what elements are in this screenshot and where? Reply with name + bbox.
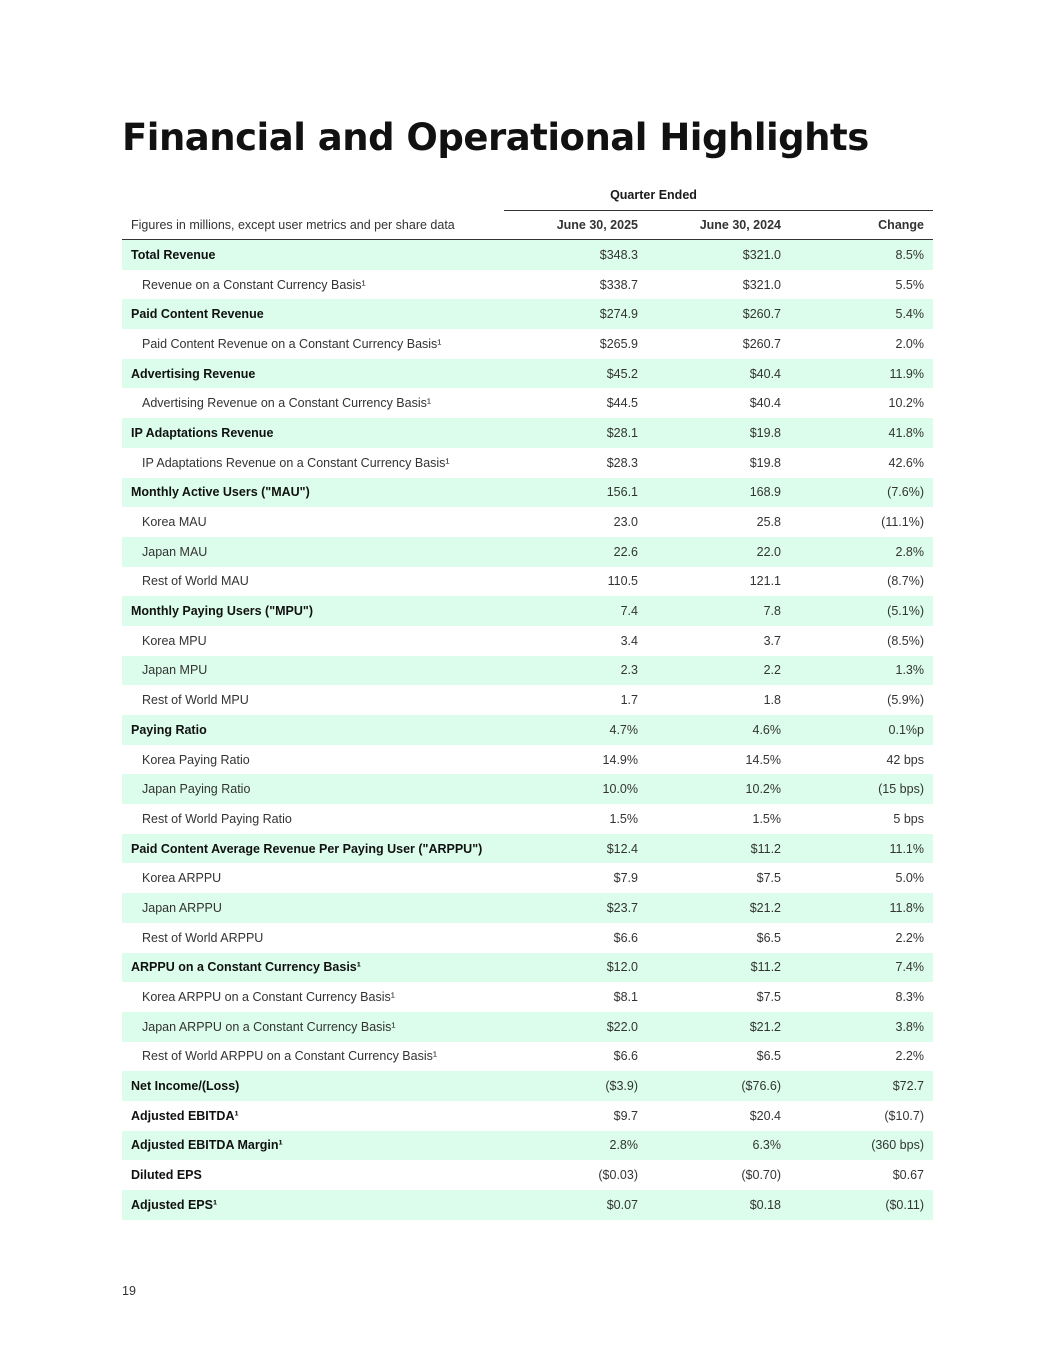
row-label: Rest of World Paying Ratio [142,811,292,826]
table-row [122,478,933,508]
row-value-2024: $260.7 [742,336,781,351]
row-label: Japan ARPPU [142,900,222,915]
row-value-2024: $321.0 [742,277,781,292]
table-row [122,299,933,329]
row-label: IP Adaptations Revenue [131,425,274,440]
row-label: Korea MPU [142,633,207,648]
row-value-2025: $338.7 [599,277,638,292]
table-row [122,863,933,893]
row-value-2025: $45.2 [606,366,638,381]
row-value-2025: $6.6 [613,1049,638,1064]
row-change: (15 bps) [878,782,924,797]
row-value-2025: ($0.03) [598,1168,638,1183]
row-value-2025: 2.8% [609,1138,638,1153]
row-label: Korea ARPPU [142,871,222,886]
row-value-2024: $21.2 [749,1019,781,1034]
row-change: 11.8% [889,900,924,915]
row-change: $0.67 [892,1168,924,1183]
table-row [122,1012,933,1042]
table-row [122,893,933,923]
row-label: Paying Ratio [131,722,207,737]
row-label: Rest of World ARPPU [142,930,264,945]
highlights-table [122,182,933,1220]
row-change: 3.8% [895,1019,924,1034]
row-change: 11.1% [889,841,924,856]
row-change: (8.7%) [887,574,924,589]
row-value-2025: 7.4 [620,604,638,619]
table-row [122,685,933,715]
row-label: Monthly Paying Users ("MPU") [131,604,314,619]
table-row [122,982,933,1012]
row-change: (7.6%) [887,485,924,500]
row-change: 42.6% [888,455,924,470]
page-number: 19 [122,1284,136,1298]
row-value-2025: $6.6 [613,930,638,945]
row-change: 10.2% [888,396,924,411]
row-change: 8.3% [895,990,924,1005]
table-row [122,567,933,597]
row-label: Paid Content Revenue [131,307,264,322]
row-value-2025: 110.5 [607,574,638,589]
row-value-2024: 2.2 [763,663,781,678]
row-label: Korea Paying Ratio [142,752,250,767]
row-value-2025: $12.4 [606,841,638,856]
row-value-2025: $0.07 [606,1197,638,1212]
row-change: 5.0% [895,871,924,886]
table-row [122,715,933,745]
header-col-change: Change [878,218,924,232]
row-value-2025: ($3.9) [605,1079,638,1094]
row-value-2025: $274.9 [599,307,638,322]
table-row [122,388,933,418]
row-change: ($10.7) [884,1108,924,1123]
row-label: Paid Content Average Revenue Per Paying User ("ARPPU") [131,841,483,856]
row-value-2024: $11.2 [750,841,781,856]
row-change: ($0.11) [885,1197,924,1212]
row-value-2025: 1.7 [620,693,638,708]
row-value-2025: 156.1 [606,485,638,500]
row-change: 42 bps [886,752,924,767]
row-change: $72.7 [892,1079,924,1094]
row-value-2024: $21.2 [749,900,781,915]
row-change: (5.1%) [887,604,924,619]
row-value-2025: $7.9 [613,871,638,886]
row-label: Total Revenue [131,247,216,262]
table-row [122,834,933,864]
row-value-2025: 23.0 [613,515,638,530]
row-value-2025: $28.3 [606,455,638,470]
row-value-2024: $7.5 [756,990,781,1005]
table-group-header [122,182,933,211]
table-row [122,774,933,804]
table-row [122,923,933,953]
header-label: Figures in millions, except user metrics and per share data [131,218,455,232]
table-row [122,537,933,567]
row-label: Adjusted EPS¹ [131,1197,218,1212]
row-value-2025: 10.0% [602,782,638,797]
row-value-2025: $9.7 [613,1108,638,1123]
row-change: (360 bps) [871,1138,924,1153]
row-change: 8.5% [895,247,924,262]
table-header-row [122,211,933,240]
table-row [122,240,933,270]
row-value-2025: $23.7 [606,900,638,915]
row-value-2025: $22.0 [606,1019,638,1034]
row-value-2024: 6.3% [752,1138,781,1153]
row-value-2025: $8.1 [613,990,638,1005]
row-value-2024: ($76.6) [741,1079,781,1094]
row-value-2024: $19.8 [749,425,781,440]
row-label: Revenue on a Constant Currency Basis¹ [142,277,366,292]
row-value-2024: 25.8 [756,515,781,530]
row-value-2024: $40.4 [749,366,781,381]
row-change: (5.9%) [887,693,924,708]
row-value-2025: $44.5 [606,396,638,411]
row-label: IP Adaptations Revenue on a Constant Currency Basis¹ [142,455,450,470]
table-row [122,359,933,389]
table-row [122,1160,933,1190]
row-label: Net Income/(Loss) [131,1079,240,1094]
row-value-2024: $321.0 [742,247,781,262]
row-value-2024: $7.5 [756,871,781,886]
row-change: 1.3% [895,663,924,678]
row-label: Rest of World MAU [142,574,249,589]
row-label: Adjusted EBITDA Margin¹ [131,1138,283,1153]
row-change: 5.5% [895,277,924,292]
row-value-2025: 3.4 [620,633,638,648]
row-value-2024: 7.8 [763,604,781,619]
table-row [122,804,933,834]
page-title: Financial and Operational Highlights [122,116,869,159]
table-row [122,1042,933,1072]
table-row [122,1131,933,1161]
row-value-2025: 4.7% [609,722,638,737]
row-label: Advertising Revenue [131,366,256,381]
row-value-2024: ($0.70) [741,1168,781,1183]
table-row [122,626,933,656]
row-value-2024: 1.5% [752,811,781,826]
row-value-2024: 10.2% [745,782,781,797]
row-value-2025: $265.9 [599,336,638,351]
row-label: Japan MAU [142,544,208,559]
table-row [122,656,933,686]
row-change: 7.4% [895,960,924,975]
row-value-2025: $348.3 [599,247,638,262]
row-label: Korea ARPPU on a Constant Currency Basis¹ [142,990,395,1005]
row-value-2024: $19.8 [749,455,781,470]
row-label: Korea MAU [142,515,207,530]
row-label: Japan ARPPU on a Constant Currency Basis¹ [142,1019,396,1034]
row-value-2024: $260.7 [742,307,781,322]
row-value-2024: $11.2 [750,960,781,975]
row-change: (8.5%) [887,633,924,648]
row-change: 2.2% [895,1049,924,1064]
row-value-2024: 4.6% [752,722,781,737]
row-value-2025: $12.0 [606,960,638,975]
row-change: 2.0% [895,336,924,351]
row-label: Paid Content Revenue on a Constant Currency Basis¹ [142,336,442,351]
row-label: Japan MPU [142,663,208,678]
table-row [122,270,933,300]
row-value-2025: 1.5% [609,811,638,826]
table-row [122,953,933,983]
row-value-2024: 14.5% [745,752,781,767]
row-value-2024: $20.4 [749,1108,781,1123]
row-label: Monthly Active Users ("MAU") [131,485,310,500]
row-change: 11.9% [889,366,924,381]
row-label: Adjusted EBITDA¹ [131,1108,239,1123]
row-value-2024: $6.5 [756,930,781,945]
row-value-2024: $0.18 [749,1197,781,1212]
row-change: 5.4% [895,307,924,322]
header-col-2025: June 30, 2025 [556,218,638,232]
table-row [122,1190,933,1220]
table-row [122,448,933,478]
row-label: Diluted EPS [131,1168,202,1183]
row-value-2024: $6.5 [756,1049,781,1064]
row-value-2024: 121.1 [749,574,781,589]
row-label: Japan Paying Ratio [142,782,251,797]
row-change: 2.2% [895,930,924,945]
table-row [122,329,933,359]
table-row [122,1101,933,1131]
row-value-2025: $28.1 [606,425,638,440]
row-value-2024: 1.8 [763,693,781,708]
row-change: 41.8% [888,425,924,440]
row-value-2024: $40.4 [749,396,781,411]
row-label: ARPPU on a Constant Currency Basis¹ [131,960,361,975]
table-row [122,745,933,775]
row-change: (11.1%) [881,515,924,530]
row-value-2024: 3.7 [763,633,781,648]
table-row [122,418,933,448]
row-value-2025: 2.3 [620,663,638,678]
row-label: Rest of World ARPPU on a Constant Currency Basis¹ [142,1049,438,1064]
row-value-2025: 22.6 [613,544,638,559]
row-change: 0.1%p [888,722,924,737]
row-change: 2.8% [895,544,924,559]
table-row [122,596,933,626]
table-row [122,507,933,537]
row-label: Advertising Revenue on a Constant Currency Basis¹ [142,396,432,411]
row-value-2024: 168.9 [749,485,781,500]
quarter-ended-label: Quarter Ended [504,182,933,211]
header-col-2024: June 30, 2024 [699,218,781,232]
table-row [122,1071,933,1101]
row-change: 5 bps [893,811,924,826]
row-value-2025: 14.9% [602,752,638,767]
row-value-2024: 22.0 [756,544,781,559]
row-label: Rest of World MPU [142,693,249,708]
